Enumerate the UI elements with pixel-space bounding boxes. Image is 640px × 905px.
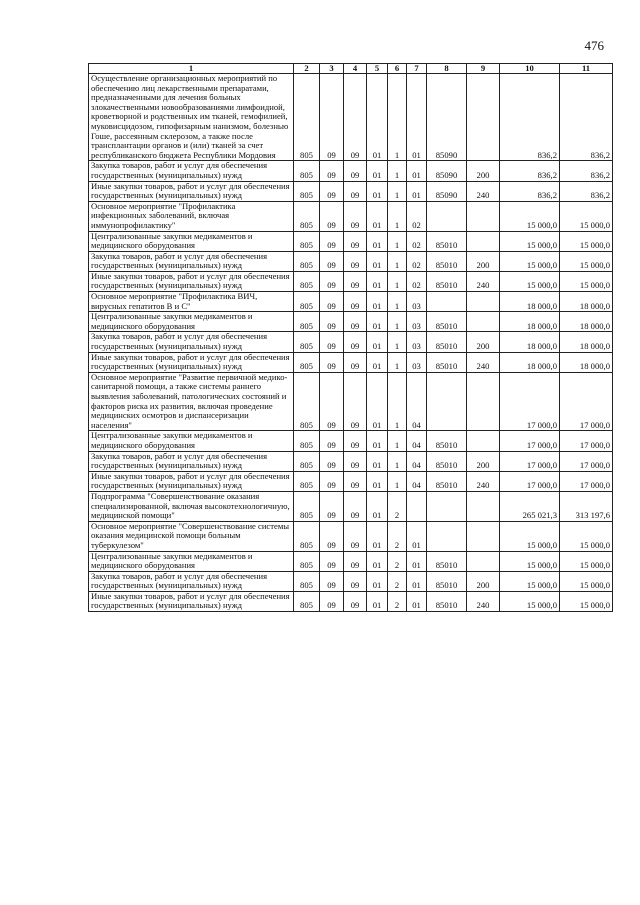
row-name-cell: Осуществление организационных мероприятий по обеспечению лиц лекарственными препаратами, предназначенными для лечения больных злокачественными новообразованиями лимфоидной, кроветворной и родственных им тканей, гемофилией, муковисцидозом, гипофизарным нанизмом, болезнью Гоше, рассеянным склерозом, а также после трансплантации органов и (или) тканей за счет республиканского бюджета Республики Мордовия: [89, 74, 294, 161]
ministry-code-cell: 805: [294, 271, 320, 291]
table-row: [89, 521, 613, 551]
subsection-code-cell: 09: [344, 471, 367, 491]
amount-2020-cell: 836,2: [560, 161, 613, 181]
amount-2019-cell: 15 000,0: [500, 251, 560, 271]
ministry-code-cell: 805: [294, 451, 320, 471]
program-code-cell: 01: [367, 312, 388, 332]
program-code-cell: 01: [367, 591, 388, 611]
section-code-cell: 09: [320, 201, 344, 231]
amount-2020-cell: 836,2: [560, 181, 613, 201]
subsection-code-cell: 09: [344, 352, 367, 372]
program-code-cell: 01: [367, 451, 388, 471]
amount-2020-cell: 15 000,0: [560, 521, 613, 551]
expense-type-cell: 200: [467, 332, 500, 352]
amount-2019-cell: 836,2: [500, 74, 560, 161]
section-code-cell: 09: [320, 431, 344, 451]
program-code-cell: 01: [367, 251, 388, 271]
section-code-cell: 09: [320, 312, 344, 332]
subsection-code-cell: 09: [344, 431, 367, 451]
program-code-cell: 01: [367, 521, 388, 551]
event-code-cell: 01: [407, 571, 427, 591]
direction-code-cell: 85010: [427, 551, 467, 571]
subprogram-code-cell: 1: [388, 251, 407, 271]
subprogram-code-cell: 2: [388, 571, 407, 591]
header-cell: 3: [320, 64, 344, 74]
amount-2019-cell: 17 000,0: [500, 372, 560, 431]
direction-code-cell: 85010: [427, 471, 467, 491]
table-body: [89, 74, 613, 612]
subprogram-code-cell: 1: [388, 372, 407, 431]
expense-type-cell: 240: [467, 591, 500, 611]
expense-type-cell: 240: [467, 181, 500, 201]
ministry-code-cell: 805: [294, 521, 320, 551]
program-code-cell: 01: [367, 271, 388, 291]
subprogram-code-cell: 1: [388, 451, 407, 471]
program-code-cell: 01: [367, 332, 388, 352]
subprogram-code-cell: 1: [388, 161, 407, 181]
subsection-code-cell: 09: [344, 451, 367, 471]
row-name-cell: Закупка товаров, работ и услуг для обеспечения государственных (муниципальных) нужд: [89, 571, 294, 591]
amount-2019-cell: 15 000,0: [500, 271, 560, 291]
amount-2020-cell: 15 000,0: [560, 271, 613, 291]
event-code-cell: 03: [407, 332, 427, 352]
event-code-cell: 03: [407, 352, 427, 372]
row-name-cell: Иные закупки товаров, работ и услуг для обеспечения государственных (муниципальных) нужд: [89, 271, 294, 291]
program-code-cell: 01: [367, 571, 388, 591]
expense-type-cell: 240: [467, 352, 500, 372]
direction-code-cell: 85010: [427, 451, 467, 471]
header-cell: 7: [407, 64, 427, 74]
header-cell: 11: [560, 64, 613, 74]
direction-code-cell: [427, 201, 467, 231]
table-row: [89, 451, 613, 471]
table-row: [89, 201, 613, 231]
program-code-cell: 01: [367, 74, 388, 161]
page-number: 476: [584, 38, 604, 53]
subsection-code-cell: 09: [344, 161, 367, 181]
amount-2019-cell: 15 000,0: [500, 521, 560, 551]
program-code-cell: 01: [367, 181, 388, 201]
ministry-code-cell: 805: [294, 312, 320, 332]
subsection-code-cell: 09: [344, 231, 367, 251]
event-code-cell: 04: [407, 451, 427, 471]
subprogram-code-cell: 1: [388, 231, 407, 251]
expense-type-cell: 200: [467, 251, 500, 271]
direction-code-cell: 85090: [427, 181, 467, 201]
section-code-cell: 09: [320, 372, 344, 431]
subsection-code-cell: 09: [344, 312, 367, 332]
section-code-cell: 09: [320, 352, 344, 372]
table-row: [89, 292, 613, 312]
subprogram-code-cell: 2: [388, 521, 407, 551]
section-code-cell: 09: [320, 521, 344, 551]
subprogram-code-cell: 1: [388, 292, 407, 312]
ministry-code-cell: 805: [294, 431, 320, 451]
subprogram-code-cell: 1: [388, 271, 407, 291]
program-code-cell: 01: [367, 352, 388, 372]
header-cell: 4: [344, 64, 367, 74]
amount-2019-cell: 15 000,0: [500, 571, 560, 591]
event-code-cell: 01: [407, 74, 427, 161]
amount-2020-cell: 17 000,0: [560, 372, 613, 431]
section-code-cell: 09: [320, 471, 344, 491]
subprogram-code-cell: 1: [388, 431, 407, 451]
row-name-cell: Централизованные закупки медикаментов и медицинского оборудования: [89, 551, 294, 571]
header-cell: 5: [367, 64, 388, 74]
event-code-cell: 04: [407, 471, 427, 491]
ministry-code-cell: 805: [294, 181, 320, 201]
row-name-cell: Иные закупки товаров, работ и услуг для обеспечения государственных (муниципальных) нужд: [89, 591, 294, 611]
event-code-cell: 04: [407, 431, 427, 451]
expense-type-cell: [467, 372, 500, 431]
table-row: [89, 74, 613, 161]
direction-code-cell: 85010: [427, 591, 467, 611]
row-name-cell: Основное мероприятие "Профилактика инфекционных заболеваний, включая иммунопрофилактику": [89, 201, 294, 231]
row-name-cell: Централизованные закупки медикаментов и медицинского оборудования: [89, 312, 294, 332]
ministry-code-cell: 805: [294, 352, 320, 372]
ministry-code-cell: 805: [294, 332, 320, 352]
ministry-code-cell: 805: [294, 372, 320, 431]
subsection-code-cell: 09: [344, 251, 367, 271]
subprogram-code-cell: 1: [388, 74, 407, 161]
ministry-code-cell: 805: [294, 201, 320, 231]
program-code-cell: 01: [367, 431, 388, 451]
ministry-code-cell: 805: [294, 571, 320, 591]
subprogram-code-cell: 2: [388, 551, 407, 571]
section-code-cell: 09: [320, 292, 344, 312]
program-code-cell: 01: [367, 201, 388, 231]
subprogram-code-cell: 2: [388, 591, 407, 611]
direction-code-cell: 85010: [427, 352, 467, 372]
amount-2020-cell: 18 000,0: [560, 332, 613, 352]
amount-2020-cell: 18 000,0: [560, 292, 613, 312]
expense-type-cell: 240: [467, 471, 500, 491]
section-code-cell: 09: [320, 332, 344, 352]
amount-2019-cell: 836,2: [500, 161, 560, 181]
ministry-code-cell: 805: [294, 471, 320, 491]
event-code-cell: 03: [407, 312, 427, 332]
subsection-code-cell: 09: [344, 271, 367, 291]
row-name-cell: Централизованные закупки медикаментов и медицинского оборудования: [89, 431, 294, 451]
row-name-cell: Закупка товаров, работ и услуг для обеспечения государственных (муниципальных) нужд: [89, 161, 294, 181]
budget-table: [88, 63, 613, 612]
subsection-code-cell: 09: [344, 591, 367, 611]
direction-code-cell: 85010: [427, 332, 467, 352]
ministry-code-cell: 805: [294, 161, 320, 181]
header-cell: 2: [294, 64, 320, 74]
amount-2019-cell: 17 000,0: [500, 471, 560, 491]
section-code-cell: 09: [320, 231, 344, 251]
direction-code-cell: 85010: [427, 571, 467, 591]
amount-2020-cell: 18 000,0: [560, 352, 613, 372]
table-row: [89, 231, 613, 251]
amount-2019-cell: 18 000,0: [500, 312, 560, 332]
event-code-cell: 02: [407, 231, 427, 251]
section-code-cell: 09: [320, 161, 344, 181]
table-row: [89, 312, 613, 332]
table-row: [89, 332, 613, 352]
amount-2020-cell: 15 000,0: [560, 551, 613, 571]
expense-type-cell: 200: [467, 571, 500, 591]
ministry-code-cell: 805: [294, 231, 320, 251]
subsection-code-cell: 09: [344, 292, 367, 312]
amount-2020-cell: 15 000,0: [560, 571, 613, 591]
subsection-code-cell: 09: [344, 201, 367, 231]
program-code-cell: 01: [367, 292, 388, 312]
direction-code-cell: 85090: [427, 74, 467, 161]
subsection-code-cell: 09: [344, 372, 367, 431]
subprogram-code-cell: 1: [388, 471, 407, 491]
event-code-cell: 02: [407, 201, 427, 231]
program-code-cell: 01: [367, 551, 388, 571]
event-code-cell: 02: [407, 271, 427, 291]
subsection-code-cell: 09: [344, 491, 367, 521]
amount-2019-cell: 15 000,0: [500, 201, 560, 231]
direction-code-cell: [427, 292, 467, 312]
event-code-cell: 01: [407, 591, 427, 611]
table-row: [89, 251, 613, 271]
amount-2019-cell: 18 000,0: [500, 352, 560, 372]
section-code-cell: 09: [320, 181, 344, 201]
event-code-cell: 01: [407, 521, 427, 551]
amount-2019-cell: 15 000,0: [500, 231, 560, 251]
event-code-cell: 04: [407, 372, 427, 431]
row-name-cell: Закупка товаров, работ и услуг для обеспечения государственных (муниципальных) нужд: [89, 251, 294, 271]
event-code-cell: 01: [407, 181, 427, 201]
table-row: [89, 591, 613, 611]
table-row: [89, 271, 613, 291]
program-code-cell: 01: [367, 161, 388, 181]
section-code-cell: 09: [320, 591, 344, 611]
expense-type-cell: [467, 431, 500, 451]
header-cell: 8: [427, 64, 467, 74]
header-cell: 6: [388, 64, 407, 74]
expense-type-cell: 200: [467, 451, 500, 471]
row-name-cell: Основное мероприятие "Развитие первичной медико-санитарной помощи, а также системы раннего выявления заболеваний, патологических состояний и факторов риска их развития, включая проведение медицинских осмотров и диспансеризации населения": [89, 372, 294, 431]
direction-code-cell: [427, 491, 467, 521]
event-code-cell: 02: [407, 251, 427, 271]
amount-2019-cell: 17 000,0: [500, 431, 560, 451]
row-name-cell: Иные закупки товаров, работ и услуг для обеспечения государственных (муниципальных) нужд: [89, 471, 294, 491]
direction-code-cell: 85010: [427, 251, 467, 271]
expense-type-cell: [467, 491, 500, 521]
table-row: [89, 571, 613, 591]
amount-2019-cell: 18 000,0: [500, 292, 560, 312]
subprogram-code-cell: 1: [388, 312, 407, 332]
table-row: [89, 161, 613, 181]
expense-type-cell: 200: [467, 161, 500, 181]
expense-type-cell: [467, 201, 500, 231]
row-name-cell: Централизованные закупки медикаментов и медицинского оборудования: [89, 231, 294, 251]
subsection-code-cell: 09: [344, 521, 367, 551]
direction-code-cell: 85010: [427, 431, 467, 451]
program-code-cell: 01: [367, 231, 388, 251]
ministry-code-cell: 805: [294, 251, 320, 271]
direction-code-cell: [427, 372, 467, 431]
amount-2019-cell: 836,2: [500, 181, 560, 201]
expense-type-cell: [467, 551, 500, 571]
section-code-cell: 09: [320, 271, 344, 291]
header-cell: 10: [500, 64, 560, 74]
table-row: [89, 372, 613, 431]
row-name-cell: Иные закупки товаров, работ и услуг для обеспечения государственных (муниципальных) нужд: [89, 352, 294, 372]
amount-2020-cell: 17 000,0: [560, 471, 613, 491]
expense-type-cell: [467, 292, 500, 312]
expense-type-cell: [467, 312, 500, 332]
event-code-cell: [407, 491, 427, 521]
table-row: [89, 181, 613, 201]
subprogram-code-cell: 1: [388, 332, 407, 352]
subprogram-code-cell: 1: [388, 181, 407, 201]
direction-code-cell: 85010: [427, 312, 467, 332]
row-name-cell: Подпрограмма "Совершенствование оказания специализированной, включая высокотехнологичную, медицинской помощи": [89, 491, 294, 521]
amount-2019-cell: 17 000,0: [500, 451, 560, 471]
amount-2020-cell: 836,2: [560, 74, 613, 161]
expense-type-cell: [467, 231, 500, 251]
event-code-cell: 03: [407, 292, 427, 312]
direction-code-cell: 85090: [427, 161, 467, 181]
amount-2019-cell: 265 021,3: [500, 491, 560, 521]
amount-2019-cell: 15 000,0: [500, 591, 560, 611]
subprogram-code-cell: 1: [388, 352, 407, 372]
amount-2020-cell: 15 000,0: [560, 231, 613, 251]
row-name-cell: Закупка товаров, работ и услуг для обеспечения государственных (муниципальных) нужд: [89, 451, 294, 471]
section-code-cell: 09: [320, 551, 344, 571]
subsection-code-cell: 09: [344, 181, 367, 201]
section-code-cell: 09: [320, 451, 344, 471]
direction-code-cell: [427, 521, 467, 551]
ministry-code-cell: 805: [294, 491, 320, 521]
table-row: [89, 471, 613, 491]
ministry-code-cell: 805: [294, 551, 320, 571]
amount-2020-cell: 15 000,0: [560, 251, 613, 271]
header-cell: 9: [467, 64, 500, 74]
program-code-cell: 01: [367, 491, 388, 521]
subsection-code-cell: 09: [344, 332, 367, 352]
expense-type-cell: [467, 74, 500, 161]
subprogram-code-cell: 1: [388, 201, 407, 231]
subsection-code-cell: 09: [344, 551, 367, 571]
amount-2020-cell: 15 000,0: [560, 201, 613, 231]
ministry-code-cell: 805: [294, 591, 320, 611]
subprogram-code-cell: 2: [388, 491, 407, 521]
row-name-cell: Основное мероприятие "Профилактика ВИЧ, вирусных гепатитов В и С": [89, 292, 294, 312]
section-code-cell: 09: [320, 251, 344, 271]
header-cell: 1: [89, 64, 294, 74]
subsection-code-cell: 09: [344, 571, 367, 591]
table-header-row: [89, 64, 613, 74]
event-code-cell: 01: [407, 551, 427, 571]
table-row: [89, 491, 613, 521]
expense-type-cell: [467, 521, 500, 551]
section-code-cell: 09: [320, 74, 344, 161]
direction-code-cell: 85010: [427, 271, 467, 291]
ministry-code-cell: 805: [294, 292, 320, 312]
row-name-cell: Иные закупки товаров, работ и услуг для обеспечения государственных (муниципальных) нужд: [89, 181, 294, 201]
table-row: [89, 431, 613, 451]
direction-code-cell: 85010: [427, 231, 467, 251]
amount-2020-cell: 313 197,6: [560, 491, 613, 521]
table-row: [89, 352, 613, 372]
program-code-cell: 01: [367, 471, 388, 491]
event-code-cell: 01: [407, 161, 427, 181]
amount-2020-cell: 17 000,0: [560, 451, 613, 471]
amount-2020-cell: 18 000,0: [560, 312, 613, 332]
amount-2019-cell: 15 000,0: [500, 551, 560, 571]
program-code-cell: 01: [367, 372, 388, 431]
row-name-cell: Закупка товаров, работ и услуг для обеспечения государственных (муниципальных) нужд: [89, 332, 294, 352]
expense-type-cell: 240: [467, 271, 500, 291]
ministry-code-cell: 805: [294, 74, 320, 161]
amount-2019-cell: 18 000,0: [500, 332, 560, 352]
section-code-cell: 09: [320, 571, 344, 591]
section-code-cell: 09: [320, 491, 344, 521]
row-name-cell: Основное мероприятие "Совершенствование системы оказания медицинской помощи больным туберкулезом": [89, 521, 294, 551]
amount-2020-cell: 17 000,0: [560, 431, 613, 451]
table-row: [89, 551, 613, 571]
amount-2020-cell: 15 000,0: [560, 591, 613, 611]
subsection-code-cell: 09: [344, 74, 367, 161]
